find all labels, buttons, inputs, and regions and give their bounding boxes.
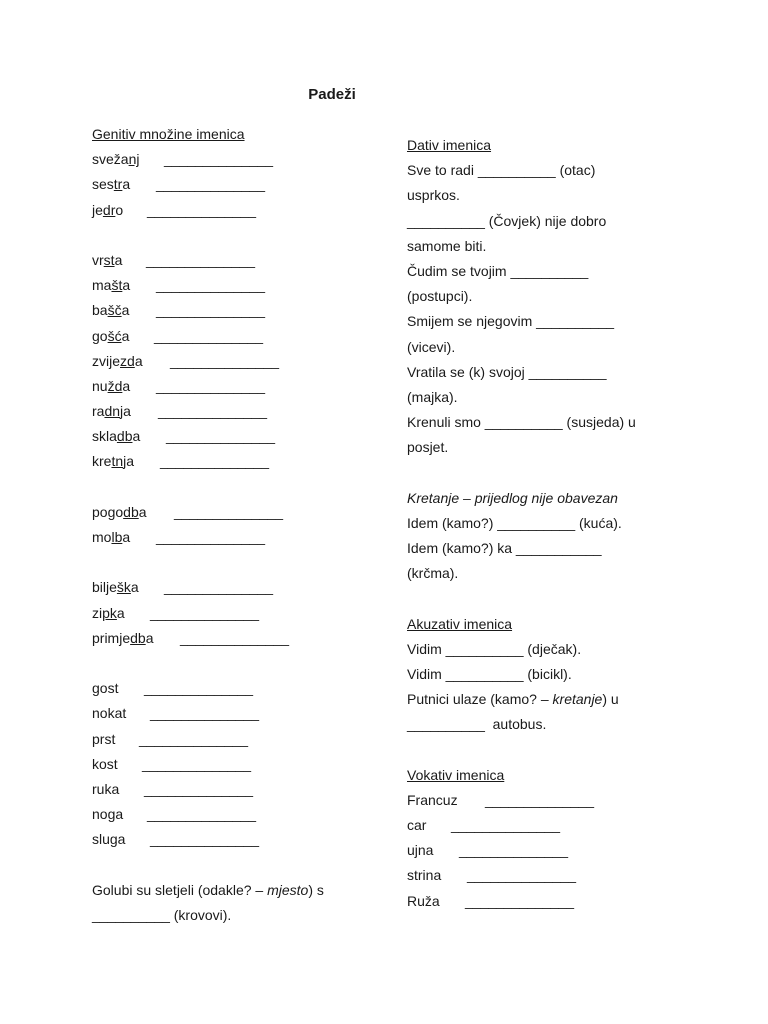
answer-blank: ______________ (160, 453, 270, 470)
golubi-text-b: ) s (308, 881, 324, 898)
putnici-line-1 (407, 687, 707, 712)
genitiv-item (92, 449, 382, 474)
dativ-line: usprkos. (407, 187, 460, 204)
answer-blank: ______________ (139, 730, 249, 747)
akuzativ-line: Vidim __________ (bicikl). (407, 665, 572, 682)
akuzativ-heading: Akuzativ imenica (407, 615, 513, 632)
word-underlined-cluster: lb (111, 529, 123, 545)
word-prefix: vr (92, 251, 104, 268)
word-suffix: ja (123, 453, 135, 470)
word-suffix: a (145, 629, 154, 646)
word-prefix: ma (92, 277, 112, 294)
vokativ-word: Ruža (407, 892, 440, 909)
dativ-line: Smijem se njegovim __________ (407, 313, 615, 330)
word-prefix: kost (92, 755, 118, 772)
word-suffix: a (121, 302, 130, 319)
kretanje-line: (krčma). (407, 565, 459, 582)
genitiv-item (92, 424, 382, 449)
genitiv-word (92, 449, 160, 474)
word-underlined-cluster: šć (107, 327, 122, 344)
answer-blank: ______________ (485, 791, 595, 808)
word-prefix: pogo (92, 503, 124, 520)
answer-blank: ______________ (150, 705, 260, 722)
genitiv-item (92, 349, 382, 374)
genitiv-word (92, 399, 158, 424)
word-underlined-cluster: st (103, 251, 115, 268)
answer-blank: ______________ (156, 302, 266, 319)
word-prefix: kre (92, 453, 112, 470)
word-prefix: ses (92, 176, 114, 193)
genitiv-word (92, 626, 180, 651)
word-underlined-cluster: šk (116, 579, 131, 596)
genitiv-item (92, 777, 382, 802)
genitiv-word (92, 324, 154, 349)
word-underlined-cluster: tn (111, 453, 124, 470)
genitiv-item (92, 324, 382, 349)
answer-blank: ______________ (147, 201, 257, 218)
word-suffix: a (130, 579, 139, 596)
word-underlined-cluster: tr (113, 176, 123, 193)
genitiv-word (92, 374, 156, 399)
answer-blank: ______________ (170, 352, 280, 369)
word-prefix: nu (92, 377, 108, 394)
vokativ-item (407, 838, 707, 863)
golubi-text-italic: mjesto (267, 881, 309, 898)
page-title: Padeži (308, 86, 356, 103)
answer-blank: ______________ (147, 806, 257, 823)
genitiv-item (92, 500, 382, 525)
answer-blank: ______________ (146, 251, 256, 268)
word-suffix: a (132, 428, 141, 445)
vokativ-item (407, 889, 707, 914)
answer-blank: ______________ (459, 842, 569, 859)
dativ-heading: Dativ imenica (407, 137, 492, 153)
answer-blank: ______________ (156, 176, 266, 193)
word-prefix: skla (92, 428, 117, 445)
vokativ-list (407, 788, 707, 914)
vokativ-item (407, 813, 707, 838)
word-suffix: a (122, 277, 131, 294)
genitiv-word (92, 601, 150, 626)
word-prefix: ruka (92, 780, 120, 797)
kretanje-heading: Kretanje – prijedlog nije obavezan (407, 489, 618, 506)
genitiv-list (92, 147, 382, 852)
dativ-line: Krenuli smo __________ (susjeda) u (407, 414, 636, 431)
vokativ-heading: Vokativ imenica (407, 766, 505, 783)
dativ-list (407, 158, 707, 460)
right-column (407, 133, 707, 914)
word-underlined-cluster: zd (120, 352, 135, 369)
genitiv-word (92, 349, 170, 374)
putnici-text-italic: kretanje (552, 691, 603, 708)
word-underlined-cluster: šč (107, 302, 122, 319)
dativ-line: samome biti. (407, 237, 487, 254)
dativ-line: Čudim se tvojim __________ (407, 262, 589, 279)
word-prefix: nokat (92, 705, 127, 722)
answer-blank: ______________ (180, 629, 290, 646)
genitiv-word (92, 777, 144, 802)
word-suffix: o (115, 201, 124, 218)
genitiv-item (92, 147, 382, 172)
genitiv-word (92, 424, 166, 449)
word-suffix: a (116, 604, 125, 621)
word-underlined-cluster: dr (102, 201, 116, 218)
akuzativ-line: Vidim __________ (dječak). (407, 640, 582, 657)
answer-blank: ______________ (465, 892, 575, 909)
genitiv-heading: Genitiv množine imenica (92, 126, 245, 142)
answer-blank: ______________ (150, 831, 260, 848)
genitiv-item (92, 752, 382, 777)
word-prefix: zvije (92, 352, 121, 369)
genitiv-item (92, 575, 382, 600)
genitiv-word (92, 701, 150, 726)
genitiv-word (92, 248, 146, 273)
dativ-line: (vicevi). (407, 338, 456, 355)
answer-blank: ______________ (164, 579, 274, 596)
word-underlined-cluster: pk (102, 604, 117, 621)
genitiv-word (92, 727, 139, 752)
genitiv-item (92, 827, 382, 852)
word-suffix: a (134, 352, 143, 369)
word-prefix: sveža (92, 151, 129, 168)
word-prefix: sluga (92, 831, 126, 848)
word-suffix: a (114, 251, 123, 268)
word-underlined-cluster: dn (104, 403, 121, 420)
putnici-line-2: __________ autobus. (407, 716, 547, 733)
word-prefix: prst (92, 730, 116, 747)
word-prefix: go (92, 327, 108, 344)
genitiv-item (92, 525, 382, 550)
answer-blank: ______________ (156, 529, 266, 545)
answer-blank: ______________ (144, 780, 254, 797)
vokativ-item (407, 863, 707, 888)
dativ-line: (postupci). (407, 288, 473, 305)
word-suffix: a (122, 529, 131, 545)
answer-blank: ______________ (174, 503, 284, 520)
genitiv-word (92, 500, 174, 525)
genitiv-item (92, 374, 382, 399)
word-underlined-cluster: št (111, 277, 123, 294)
answer-blank: ______________ (144, 680, 254, 697)
genitiv-word (92, 172, 156, 197)
word-prefix: je (92, 201, 103, 218)
genitiv-item (92, 701, 382, 726)
word-underlined-cluster: žd (107, 377, 123, 394)
word-prefix: gost (92, 680, 119, 697)
vokativ-word: strina (407, 867, 442, 884)
genitiv-word (92, 298, 156, 323)
answer-blank: ______________ (451, 817, 561, 834)
word-prefix: zi (92, 604, 103, 621)
word-prefix: bilje (92, 579, 117, 596)
answer-blank: ______________ (158, 403, 268, 420)
genitiv-word (92, 525, 156, 550)
dativ-line: Sve to radi __________ (otac) (407, 162, 596, 179)
dativ-line: posjet. (407, 439, 449, 456)
answer-blank: ______________ (164, 151, 274, 168)
genitiv-word (92, 676, 144, 701)
vokativ-item (407, 788, 707, 813)
golubi-line-1 (92, 878, 382, 903)
genitiv-item (92, 172, 382, 197)
answer-blank: ______________ (154, 327, 264, 344)
genitiv-item (92, 727, 382, 752)
genitiv-word (92, 752, 142, 777)
word-suffix: a (122, 176, 131, 193)
golubi-text-a: Golubi su sletjeli (odakle? – (92, 881, 268, 898)
golubi-line-2: __________ (krovovi). (92, 906, 232, 923)
genitiv-section (92, 122, 382, 928)
word-prefix: noga (92, 806, 124, 823)
word-prefix: mo (92, 529, 112, 545)
genitiv-word (92, 273, 156, 298)
genitiv-item (92, 198, 382, 223)
kretanje-line: Idem (kamo?) __________ (kuća). (407, 514, 622, 531)
word-suffix: ja (120, 403, 131, 420)
genitiv-word (92, 147, 164, 172)
vokativ-word: Francuz (407, 791, 458, 808)
genitiv-item (92, 273, 382, 298)
genitiv-item (92, 802, 382, 827)
kretanje-line: Idem (kamo?) ka ___________ (407, 540, 602, 556)
genitiv-word (92, 198, 147, 223)
word-suffix: a (121, 327, 130, 344)
genitiv-item (92, 298, 382, 323)
vokativ-word: ujna (407, 842, 434, 859)
genitiv-item (92, 248, 382, 273)
genitiv-word (92, 575, 164, 600)
answer-blank: ______________ (156, 377, 266, 394)
word-underlined-cluster: nj (128, 151, 140, 168)
genitiv-word (92, 802, 147, 827)
word-suffix: a (122, 377, 131, 394)
genitiv-item (92, 676, 382, 701)
genitiv-item (92, 601, 382, 626)
genitiv-item (92, 626, 382, 651)
answer-blank: ______________ (142, 755, 252, 772)
word-prefix: ba (92, 302, 108, 319)
answer-blank: ______________ (166, 428, 276, 445)
genitiv-word (92, 827, 150, 852)
dativ-line: __________ (Čovjek) nije dobro (407, 212, 607, 229)
dativ-line: (majka). (407, 388, 458, 405)
word-underlined-cluster: db (116, 428, 133, 445)
vokativ-word: car (407, 817, 427, 834)
word-underlined-cluster: db (130, 629, 146, 646)
word-prefix: ra (92, 403, 105, 420)
answer-blank: ______________ (467, 867, 577, 884)
putnici-text-b: ) u (602, 691, 619, 708)
word-suffix: a (138, 503, 147, 520)
answer-blank: ______________ (156, 277, 266, 294)
answer-blank: ______________ (150, 604, 260, 621)
word-underlined-cluster: db (123, 503, 139, 520)
putnici-text-a: Putnici ulaze (kamo? – (407, 691, 553, 708)
word-prefix: primje (92, 629, 131, 646)
genitiv-item (92, 399, 382, 424)
dativ-line: Vratila se (k) svojoj __________ (407, 363, 607, 380)
